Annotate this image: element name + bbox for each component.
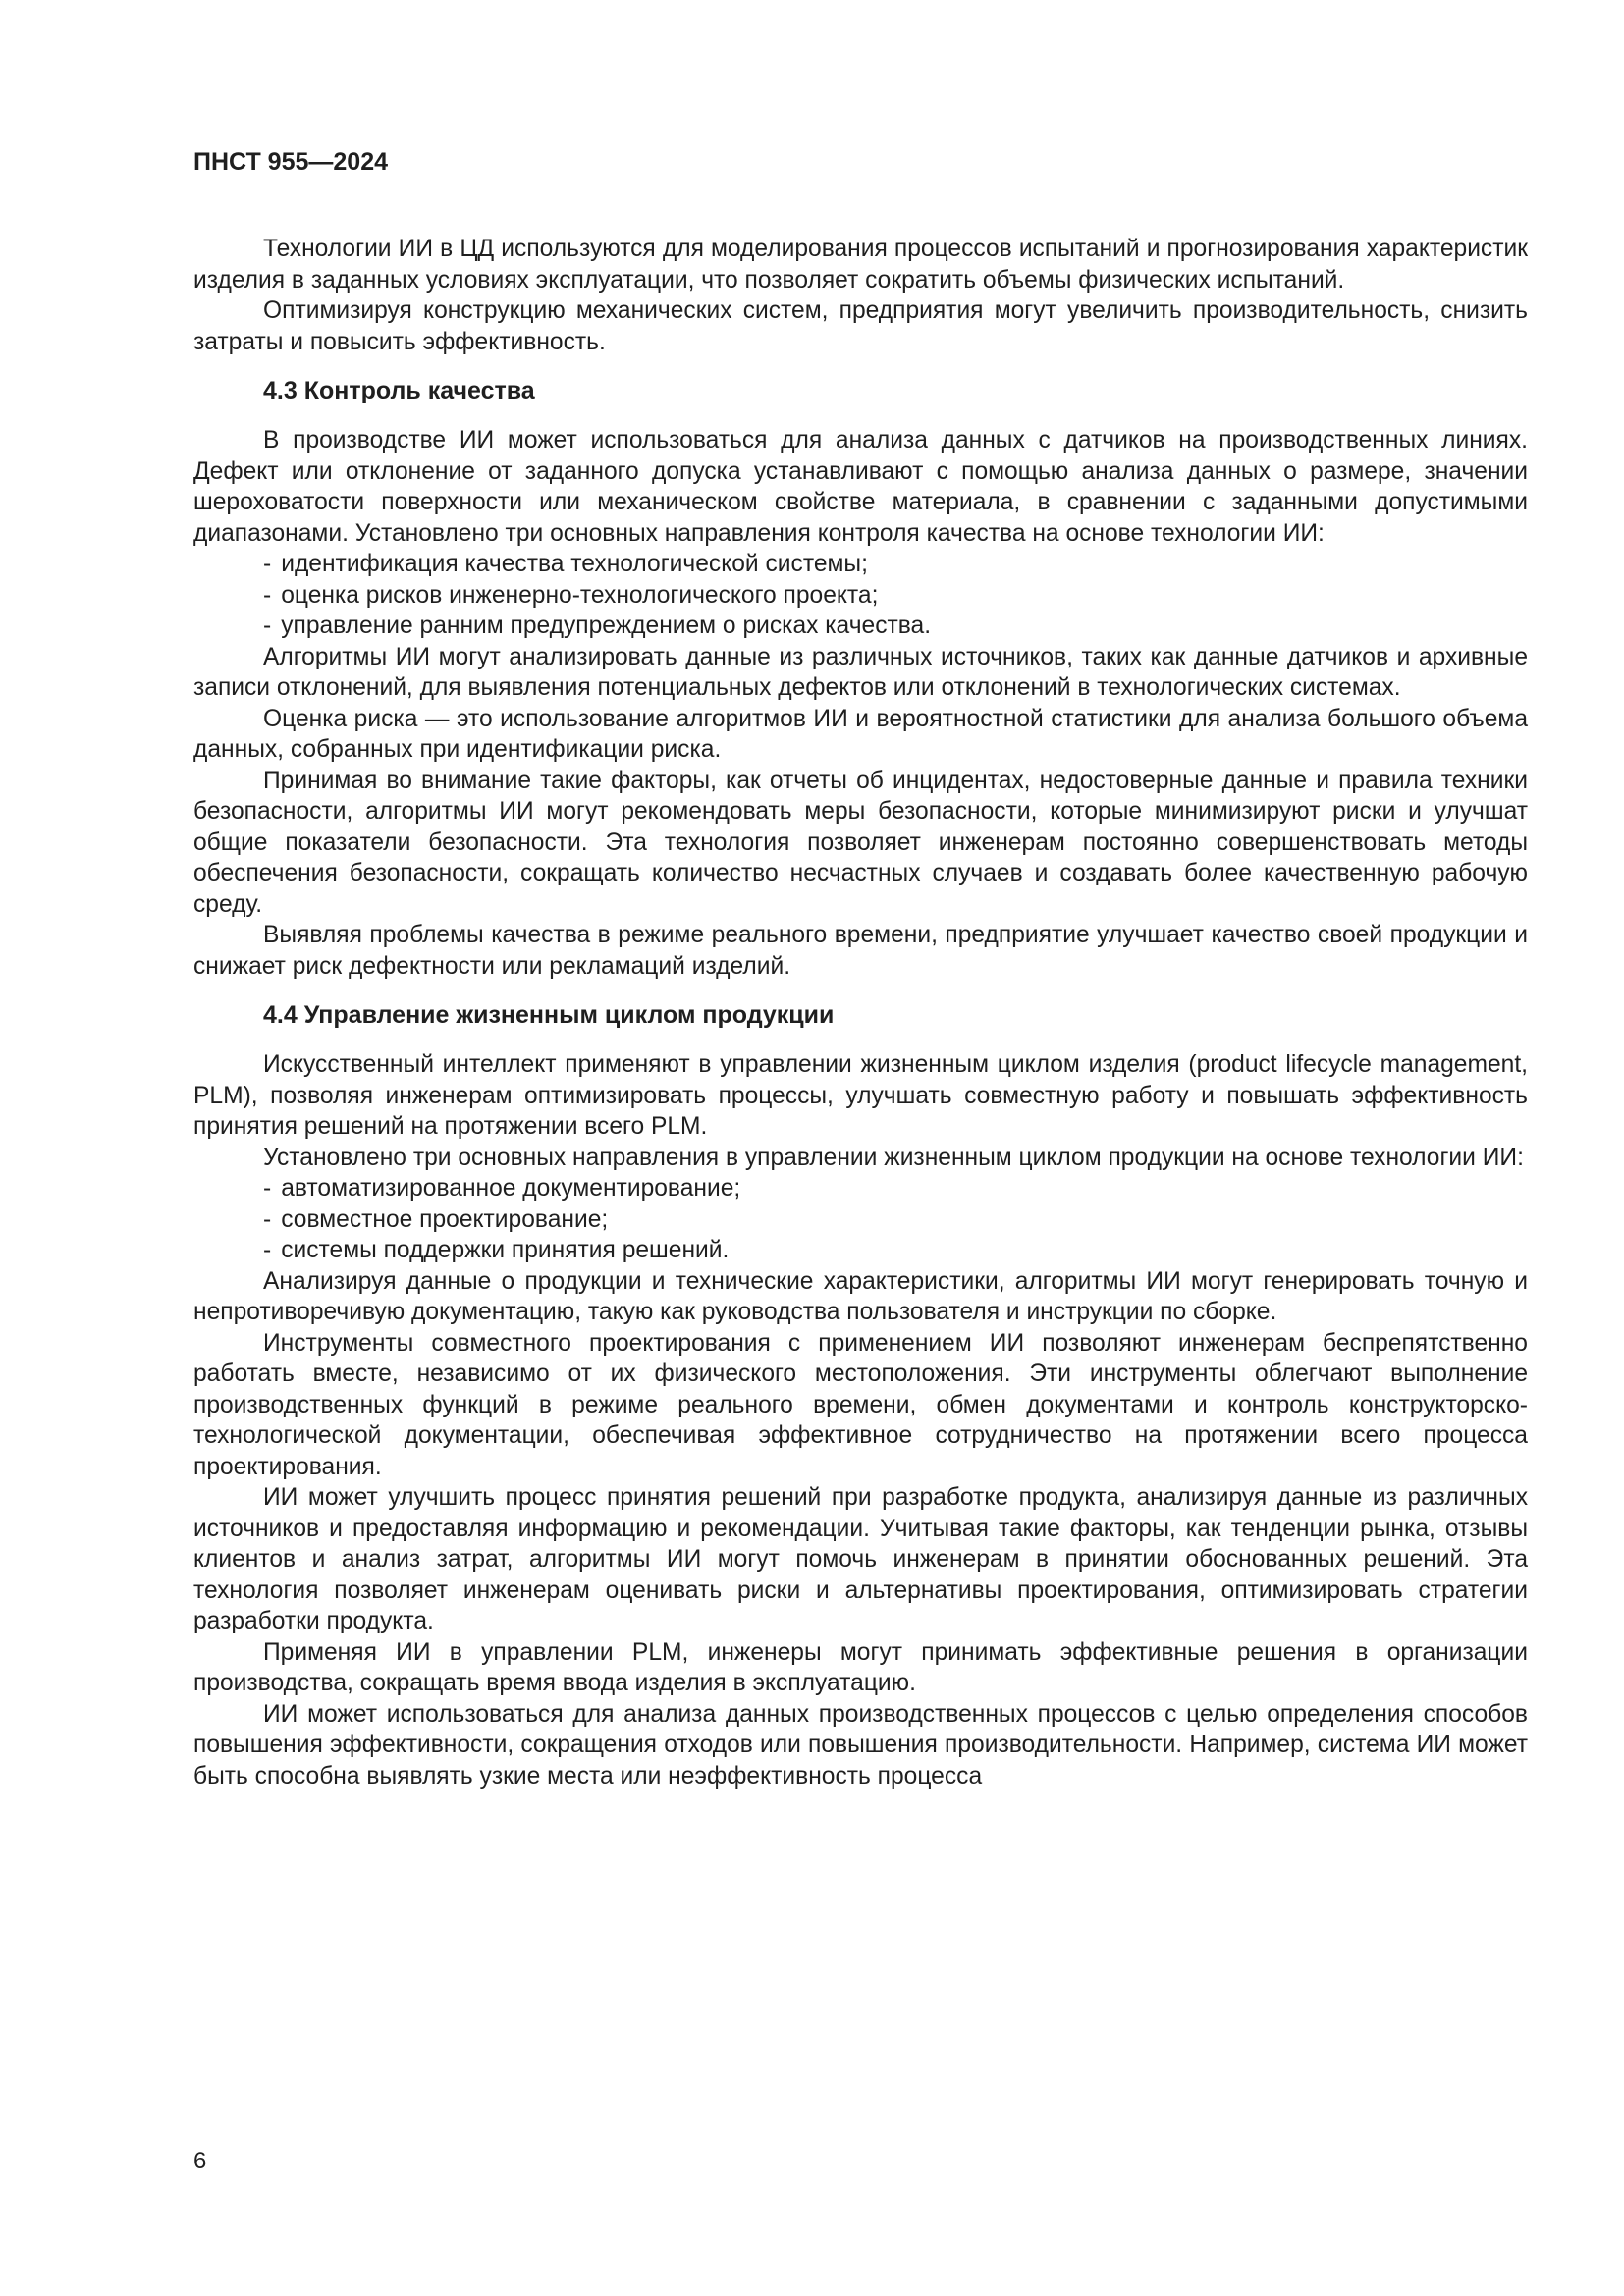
list-item — [263, 549, 1528, 580]
list-item-text: управление ранним предупреждением о рисках качества. — [281, 613, 932, 639]
paragraph: Установлено три основных направления в управлении жизненным циклом продукции на основе технологии ИИ: — [263, 1144, 1524, 1171]
dash-bullet: - — [263, 1175, 272, 1201]
list-item — [263, 1235, 1528, 1266]
list-item-text: идентификация качества технологической системы; — [281, 551, 868, 577]
list-item-text: оценка рисков инженерно-технологического проекта; — [281, 581, 879, 609]
paragraph: Анализируя данные о продукции и технические характеристики, алгоритмы ИИ могут генерировать точную и непротиворечивую документацию, такую как руководства пользователя и инструкции по сборке. — [193, 1267, 1528, 1325]
paragraph: Применяя ИИ в управлении PLM, инженеры могут принимать эффективные решения в организации производства, сокращать время ввода изделия в эксплуатацию. — [193, 1638, 1528, 1696]
page-number: 6 — [193, 2148, 207, 2174]
list-item — [263, 580, 1528, 612]
list-item — [263, 1173, 1528, 1204]
paragraph: Инструменты совместного проектирования с применением ИИ позволяют инженерам беспрепятственно работать вместе, независимо от их физического местоположения. Эти инструменты облегчают выполнение производственных функций в режиме реального времени, обмен документами и контроль конструкторско-технологической документации, обеспечивая эффективное сотрудничество на протяжении всего процесса проектирования. — [193, 1329, 1528, 1480]
list-item-text: автоматизированное документирование; — [281, 1175, 741, 1201]
list-item-text: совместное проектирование; — [281, 1205, 609, 1233]
bullet-list — [193, 549, 1528, 642]
section-heading-4-3: 4.3 Контроль качества — [263, 377, 535, 404]
paragraph: Принимая во внимание такие факторы, как отчеты об инцидентах, недостоверные данные и правила техники безопасности, алгоритмы ИИ могут рекомендовать меры безопасности, которые минимизируют риски и улучшат общие показатели безопасности. Эта технология позволяет инженерам постоянно совершенствовать методы обеспечения безопасности, сокращать количество несчастных случаев и создавать более качественную рабочую среду. — [193, 767, 1528, 918]
document-code: ПНСТ 955—2024 — [193, 148, 388, 176]
dash-bullet: - — [263, 1237, 272, 1263]
dash-bullet: - — [263, 581, 272, 609]
list-item-text: системы поддержки принятия решений. — [281, 1237, 730, 1263]
section-heading-4-4: 4.4 Управление жизненным циклом продукции — [263, 1001, 835, 1029]
paragraph: Технологии ИИ в ЦД используются для моделирования процессов испытаний и прогнозирования характеристик изделия в заданных условиях эксплуатации, что позволяет сократить объемы физических испытаний. — [193, 236, 1528, 294]
paragraph: ИИ может использоваться для анализа данных производственных процессов с целью определения способов повышения эффективности, сокращения отходов или повышения производительности. Например, система ИИ может быть способна выявлять узкие места или неэффективность процесса — [193, 1700, 1528, 1789]
paragraph: В производстве ИИ может использоваться для анализа данных с датчиков на производственных линиях. Дефект или отклонение от заданного допуска устанавливают с помощью анализа данных о размере, значении шероховатости поверхности или механическом свойстве материала, в сравнении с заданными допустимыми диапазонами. Установлено три основных направления контроля качества на основе технологии ИИ: — [193, 427, 1528, 547]
paragraph: ИИ может улучшить процесс принятия решений при разработке продукта, анализируя данные из различных источников и предоставляя информацию и рекомендации. Учитывая такие факторы, как тенденции рынка, отзывы клиентов и анализ затрат, алгоритмы ИИ могут помочь инженерам в принятии обоснованных решений. Эта технология позволяет инженерам оценивать риски и альтернативы проектирования, оптимизировать стратегии разработки продукта. — [193, 1484, 1528, 1634]
paragraph: Выявляя проблемы качества в режиме реального времени, предприятие улучшает качество своей продукции и снижает риск дефектности или рекламаций изделий. — [193, 922, 1528, 980]
paragraph: Алгоритмы ИИ могут анализировать данные из различных источников, таких как данные датчиков и архивные записи отклонений, для выявления потенциальных дефектов или отклонений в технологических системах. — [193, 643, 1528, 701]
list-item — [263, 1204, 1528, 1236]
dash-bullet: - — [263, 551, 272, 577]
bullet-list — [193, 1173, 1528, 1266]
dash-bullet: - — [263, 1205, 272, 1233]
paragraph: Оптимизируя конструкцию механических систем, предприятия могут увеличить производительность, снизить затраты и повысить эффективность. — [193, 297, 1528, 355]
paragraph: Оценка риска — это использование алгоритмов ИИ и вероятностной статистики для анализа большого объема данных, собранных при идентификации риска. — [193, 705, 1528, 763]
paragraph: Искусственный интеллект применяют в управлении жизненным циклом изделия (product lifecycle management, PLM), позволяя инженерам оптимизировать процессы, улучшать совместную работу и повышать эффективность принятия решений на протяжении всего PLM. — [193, 1051, 1528, 1140]
list-item — [263, 611, 1528, 642]
dash-bullet: - — [263, 613, 272, 639]
